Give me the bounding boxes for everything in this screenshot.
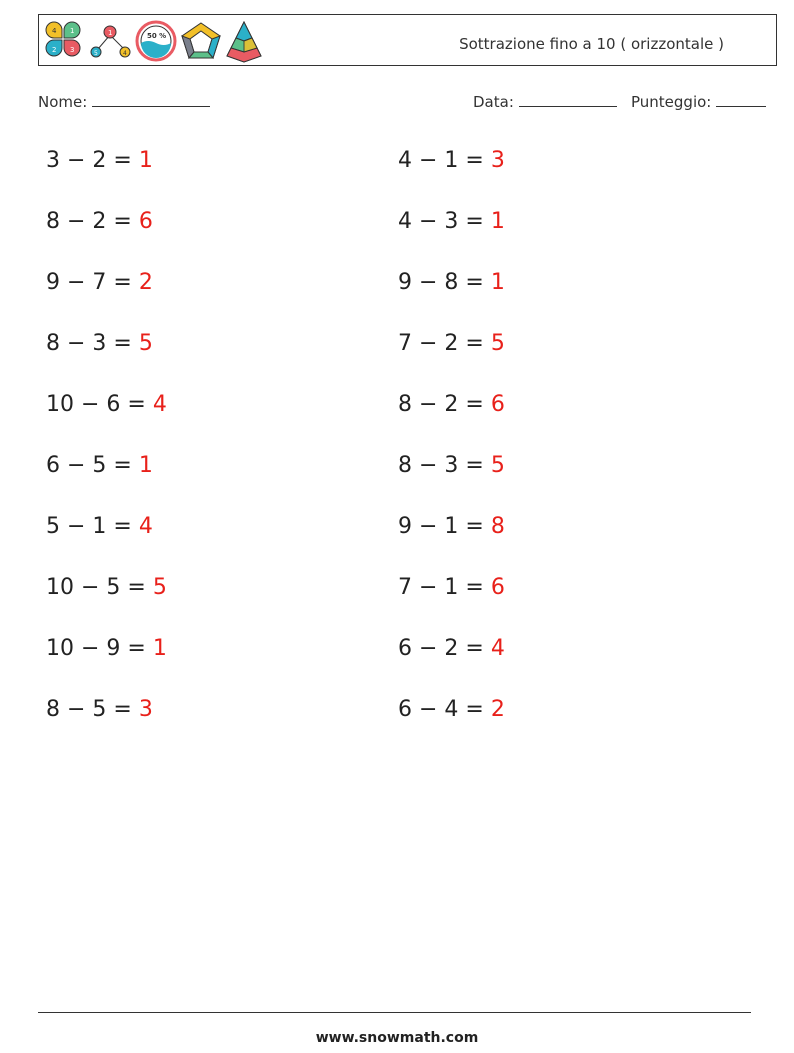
- problem-question: 8 − 5 =: [46, 697, 132, 722]
- problem-question: 6 − 2 =: [398, 636, 484, 661]
- percent-text: 50 %: [147, 32, 167, 40]
- problem-answer: 2: [138, 270, 153, 295]
- problem-answer: 1: [138, 453, 153, 478]
- problem-question: 10 − 6 =: [46, 392, 146, 417]
- problem-question: 9 − 1 =: [398, 514, 484, 539]
- logo-digit: 4: [123, 50, 127, 57]
- problem-question: 9 − 7 =: [46, 270, 132, 295]
- problem-question: 5 − 1 =: [46, 514, 132, 539]
- problem-question: 8 − 3 =: [398, 453, 484, 478]
- problem-answer: 5: [138, 331, 153, 356]
- worksheet-title: Sottrazione fino a 10 ( orizzontale ): [459, 35, 724, 53]
- problem-right-4: [398, 331, 505, 356]
- problem-left-7: [46, 514, 153, 539]
- problem-question: 4 − 1 =: [398, 148, 484, 173]
- logo-digit: 3: [70, 46, 75, 54]
- problem-left-6: [46, 453, 153, 478]
- problem-left-9: [46, 636, 167, 661]
- problem-left-3: [46, 270, 153, 295]
- logo-digit: 1: [108, 29, 113, 37]
- problem-answer: 1: [152, 636, 167, 661]
- problem-right-6: [398, 453, 505, 478]
- problem-answer: 4: [138, 514, 153, 539]
- problem-question: 4 − 3 =: [398, 209, 484, 234]
- logo-digit: 5: [94, 50, 98, 57]
- problem-right-2: [398, 209, 505, 234]
- problem-left-5: [46, 392, 167, 417]
- problem-right-5: [398, 392, 505, 417]
- problem-answer: 4: [152, 392, 167, 417]
- problem-answer: 1: [138, 148, 153, 173]
- problem-answer: 1: [490, 209, 505, 234]
- problem-left-4: [46, 331, 153, 356]
- problem-question: 9 − 8 =: [398, 270, 484, 295]
- problem-answer: 6: [138, 209, 153, 234]
- logo-digit: 2: [52, 46, 57, 54]
- problem-answer: 1: [490, 270, 505, 295]
- problem-question: 8 − 3 =: [46, 331, 132, 356]
- score-label: Punteggio:: [631, 93, 712, 111]
- problem-answer: 5: [490, 331, 505, 356]
- problem-right-7: [398, 514, 505, 539]
- problem-answer: 6: [490, 575, 505, 600]
- name-label: Nome:: [38, 93, 88, 111]
- problem-question: 8 − 2 =: [398, 392, 484, 417]
- problem-question: 10 − 5 =: [46, 575, 146, 600]
- problem-answer: 2: [490, 697, 505, 722]
- problem-left-8: [46, 575, 167, 600]
- date-label: Data:: [473, 93, 514, 111]
- problem-answer: 4: [490, 636, 505, 661]
- problem-left-1: [46, 148, 153, 173]
- problem-question: 10 − 9 =: [46, 636, 146, 661]
- problem-answer: 8: [490, 514, 505, 539]
- problem-answer: 5: [490, 453, 505, 478]
- problem-answer: 6: [490, 392, 505, 417]
- logo-digit: 4: [52, 27, 57, 35]
- problem-question: 3 − 2 =: [46, 148, 132, 173]
- footer-website: www.snowmath.com: [315, 1030, 479, 1046]
- problem-left-10: [46, 697, 153, 722]
- problem-question: 7 − 2 =: [398, 331, 484, 356]
- problem-question: 6 − 5 =: [46, 453, 132, 478]
- problem-answer: 3: [490, 148, 505, 173]
- problem-answer: 5: [152, 575, 167, 600]
- problem-right-1: [398, 148, 505, 173]
- problem-right-8: [398, 575, 505, 600]
- logo-digit: 1: [70, 27, 75, 35]
- problem-right-9: [398, 636, 505, 661]
- problem-question: 6 − 4 =: [398, 697, 484, 722]
- problem-right-3: [398, 270, 505, 295]
- problem-question: 8 − 2 =: [46, 209, 132, 234]
- problem-answer: 3: [138, 697, 153, 722]
- problem-question: 7 − 1 =: [398, 575, 484, 600]
- problem-right-10: [398, 697, 505, 722]
- problem-left-2: [46, 209, 153, 234]
- footer-divider: [38, 1012, 751, 1013]
